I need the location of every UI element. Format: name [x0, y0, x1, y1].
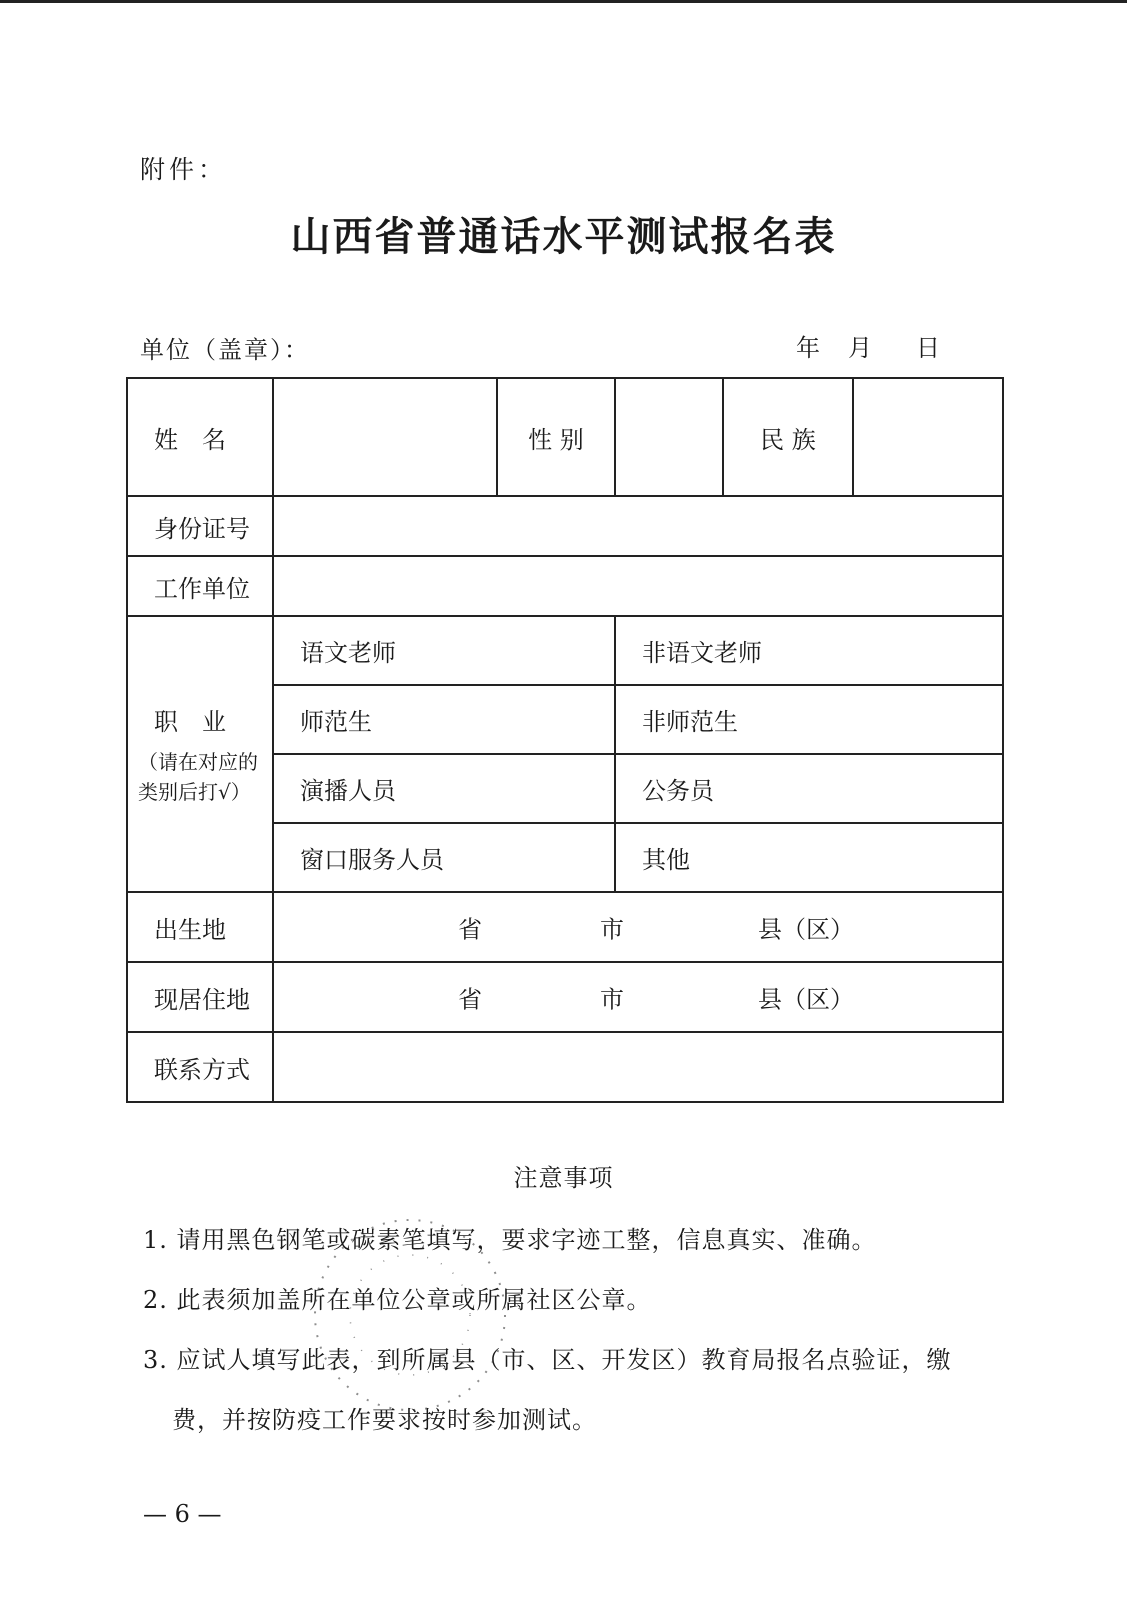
occupation-option[interactable]: 窗口服务人员 [273, 823, 615, 892]
row-id [127, 496, 1003, 556]
occupation-option[interactable]: 非师范生 [615, 685, 1003, 754]
occupation-option[interactable]: 师范生 [273, 685, 615, 754]
county-label: 县（区） [758, 915, 854, 944]
page-number: — 6 — [143, 1500, 222, 1528]
gender-field[interactable] [615, 378, 723, 496]
work-unit-field[interactable] [273, 556, 1003, 616]
birthplace-field[interactable] [273, 892, 1003, 962]
province-label: 省 [458, 915, 482, 944]
province-label: 省 [458, 985, 482, 1014]
name-label: 姓 名 [127, 378, 273, 496]
ethnicity-label: 民 族 [723, 378, 853, 496]
occupation-option[interactable]: 公务员 [615, 754, 1003, 823]
county-label: 县（区） [758, 985, 854, 1014]
faint-seal-mark [300, 1205, 520, 1425]
id-number-field[interactable] [273, 496, 1003, 556]
occupation-label-cell [127, 616, 273, 892]
name-field[interactable] [273, 378, 497, 496]
occupation-row [127, 616, 1003, 685]
occupation-note: （请在对应的类别后打√） [138, 749, 258, 804]
row-birthplace [127, 892, 1003, 962]
city-label: 市 [600, 985, 624, 1014]
top-border-line [0, 0, 1127, 3]
year-label: 年 [796, 334, 820, 362]
attachment-label: 附件： [140, 155, 228, 184]
birthplace-label: 出生地 [127, 892, 273, 962]
day-label: 日 [916, 334, 940, 362]
row-work-unit [127, 556, 1003, 616]
city-label: 市 [600, 915, 624, 944]
form-title: 山西省普通话水平测试报名表 [290, 214, 837, 260]
contact-field[interactable] [273, 1032, 1003, 1102]
ethnicity-field[interactable] [853, 378, 1003, 496]
row-name [127, 378, 1003, 496]
notice-item: 费，并按防疫工作要求按时参加测试。 [172, 1406, 597, 1434]
occupation-option[interactable]: 语文老师 [273, 616, 615, 685]
work-unit-label: 工作单位 [127, 556, 273, 616]
notice-item: 2. 此表须加盖所在单位公章或所属社区公章。 [143, 1286, 652, 1314]
occupation-option[interactable]: 其他 [615, 823, 1003, 892]
occupation-label: 职 业 [154, 707, 226, 736]
residence-label: 现居住地 [127, 962, 273, 1032]
occupation-option[interactable]: 演播人员 [273, 754, 615, 823]
row-residence [127, 962, 1003, 1032]
registration-form-table [126, 377, 1004, 1103]
notice-title: 注意事项 [513, 1164, 614, 1192]
row-contact [127, 1032, 1003, 1102]
contact-label: 联系方式 [127, 1032, 273, 1102]
month-label: 月 [848, 334, 872, 362]
notice-item: 1. 请用黑色钢笔或碳素笔填写，要求字迹工整，信息真实、准确。 [143, 1226, 877, 1254]
notice-item: 3. 应试人填写此表，到所属县（市、区、开发区）教育局报名点验证，缴 [143, 1346, 952, 1374]
occupation-option[interactable]: 非语文老师 [615, 616, 1003, 685]
id-number-label: 身份证号 [127, 496, 273, 556]
gender-label: 性 别 [497, 378, 615, 496]
unit-seal-label: 单位（盖章）： [140, 336, 310, 364]
residence-field[interactable] [273, 962, 1003, 1032]
